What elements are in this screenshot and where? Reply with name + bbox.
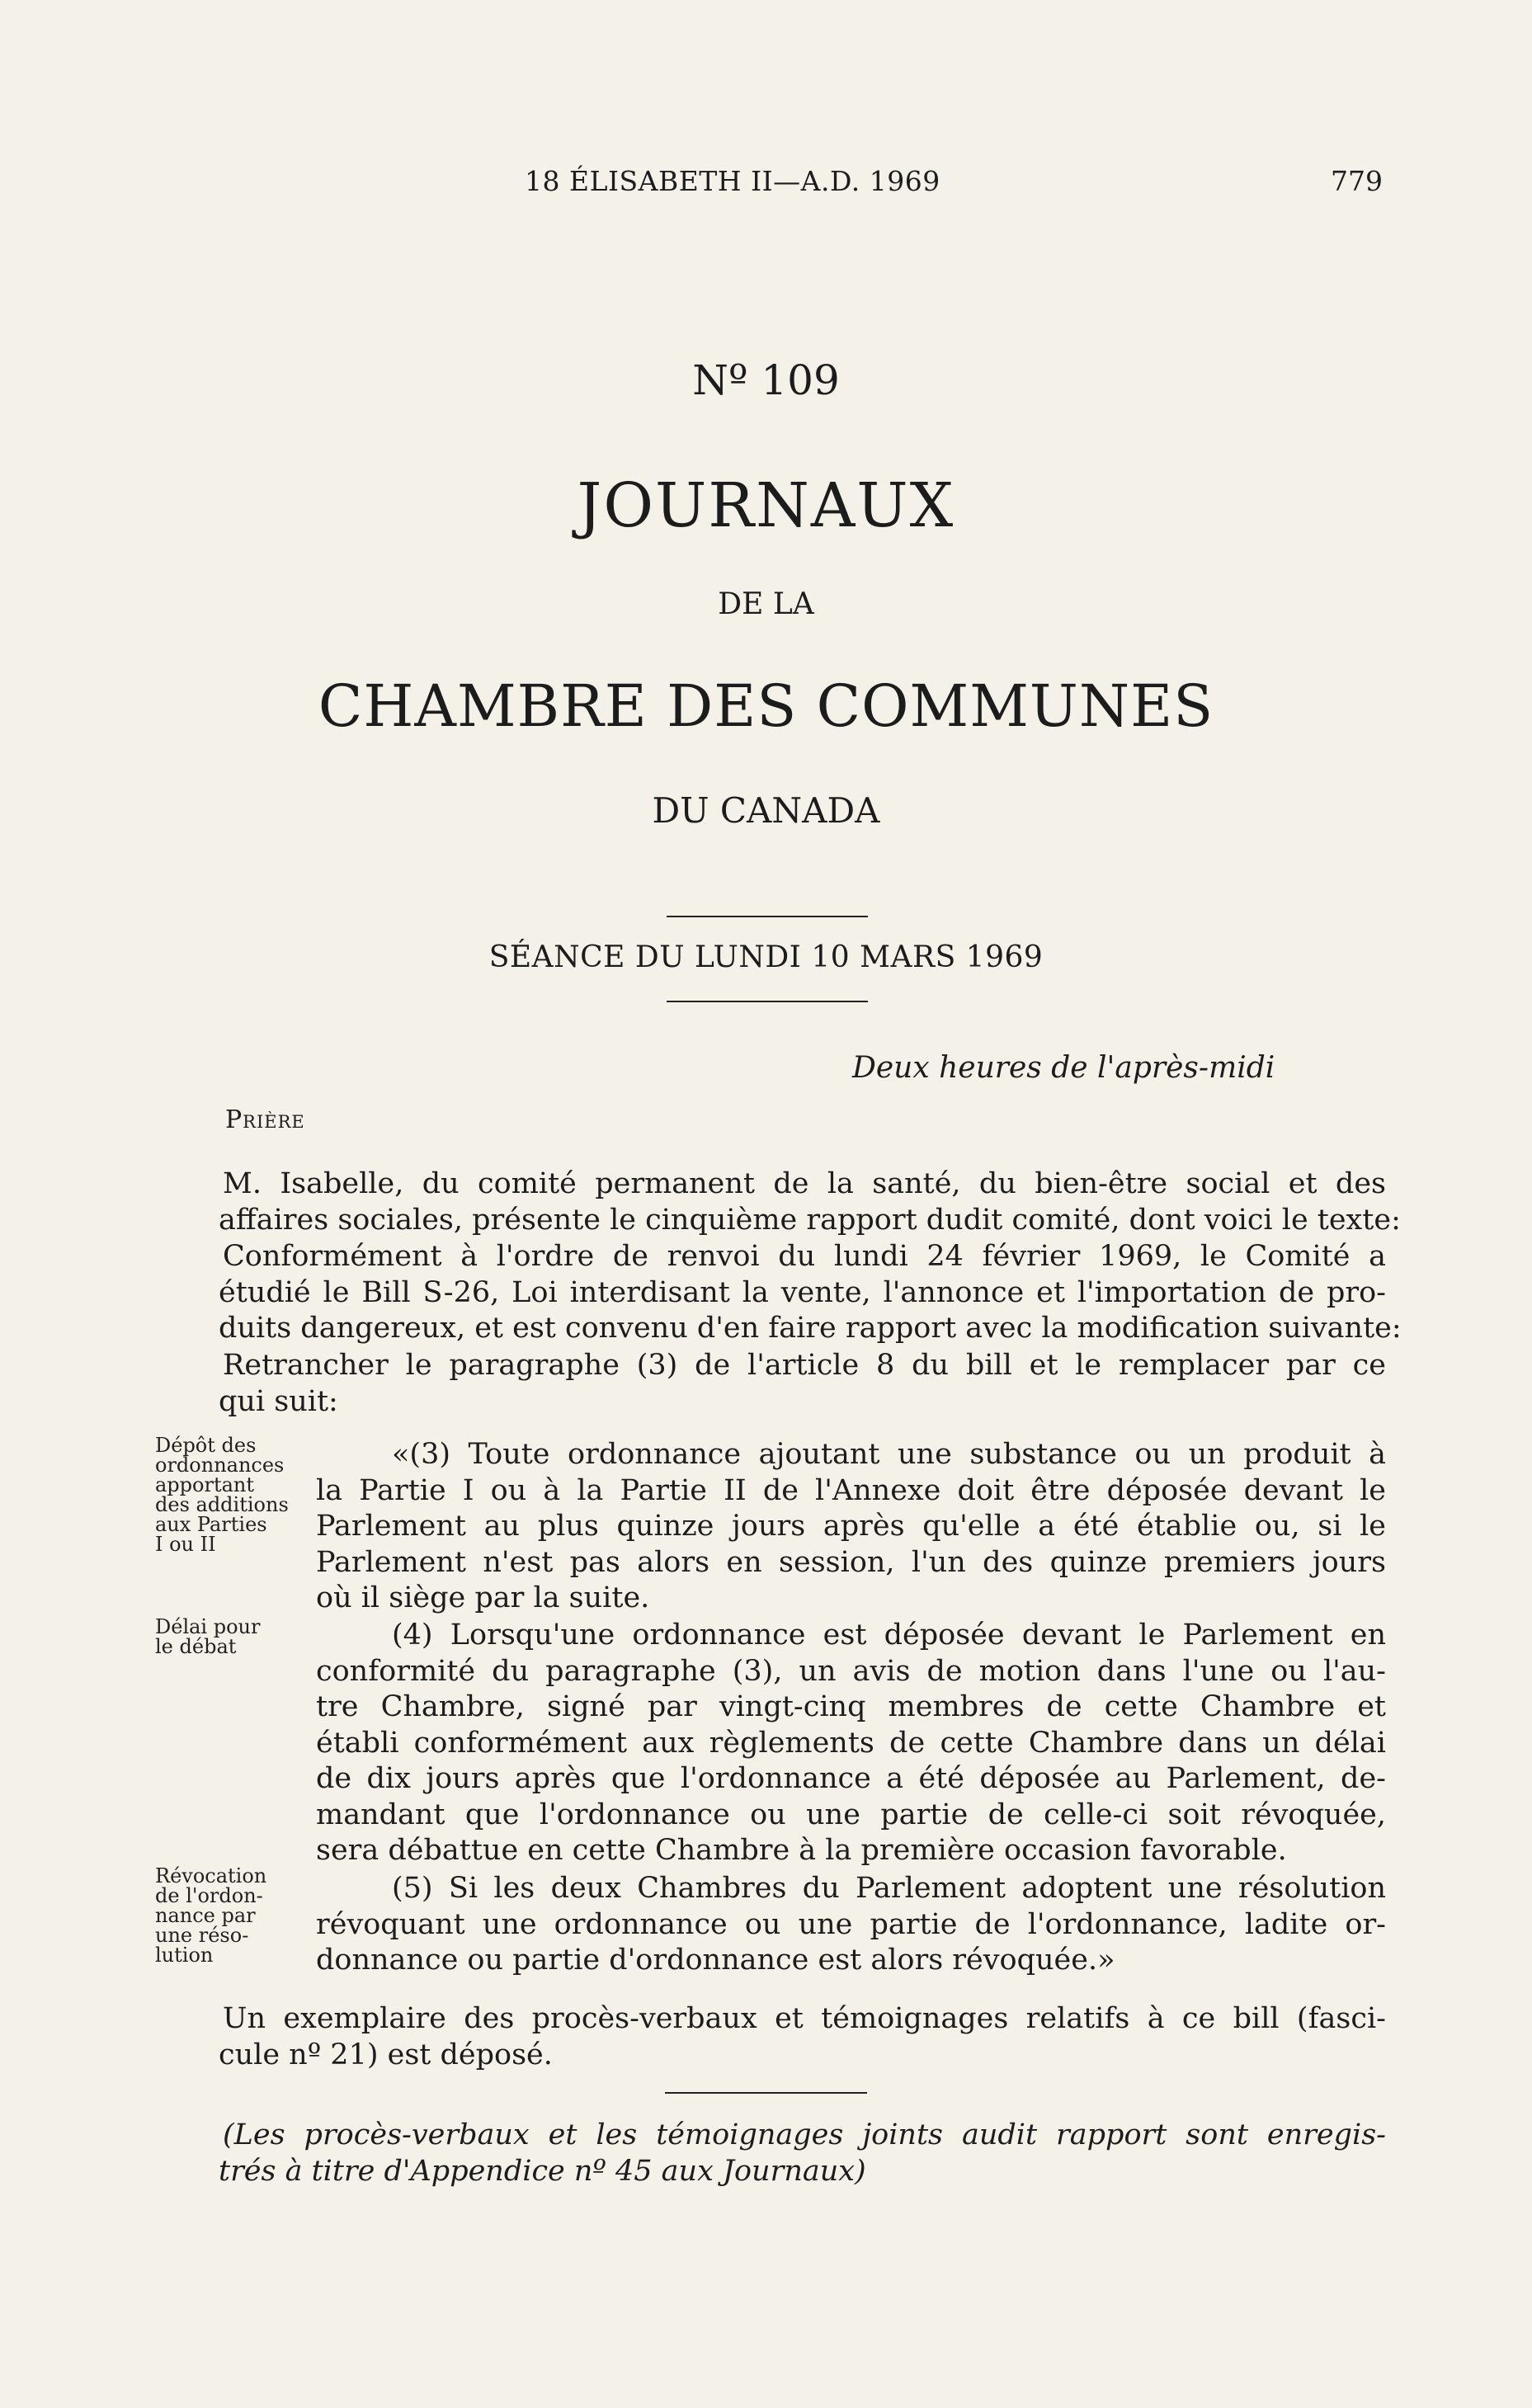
- subsection-3: [316, 1437, 1386, 1617]
- divider-rule: [667, 1001, 868, 1002]
- text-line: donnance ou partie d'ordonnance est alors révoquée.»: [316, 1944, 1115, 1977]
- chamber-name: CHAMBRE DES COMMUNES: [318, 672, 1214, 740]
- issue-number: Nº 109: [692, 356, 840, 404]
- country-name: DU CANADA: [652, 790, 880, 831]
- text-line: affaires sociales, présente le cinquième rapport dudit comité, dont voici le texte:: [219, 1203, 1401, 1237]
- page-number: 779: [1331, 165, 1383, 197]
- text-line: conformité du paragraphe (3), un avis de motion dans l'une ou l'au-: [316, 1654, 1386, 1688]
- subsection-5: [316, 1871, 1386, 1979]
- divider-rule: [667, 916, 868, 917]
- text-line: (Les procès-verbaux et les témoignages joints audit rapport sont enregis-: [223, 2118, 1386, 2151]
- text-line: qui suit:: [219, 1384, 338, 1418]
- text-line: où il siège par la suite.: [316, 1581, 650, 1614]
- text-line: Conformément à l'ordre de renvoi du lundi 24 février 1969, le Comité a: [223, 1240, 1386, 1273]
- text-line: Retrancher le paragraphe (3) de l'article 8 du bill et le remplacer par ce: [223, 1349, 1386, 1382]
- margin-note-depot: [155, 1435, 320, 1554]
- text-line: trés à titre d'Appendice nº 45 aux Journaux): [219, 2154, 866, 2188]
- margin-note-line: aux Parties: [155, 1513, 267, 1536]
- sitting-time: Deux heures de l'après-midi: [852, 1051, 1275, 1085]
- text-line: «(3) Toute ordonnance ajoutant une substance ou un produit à: [392, 1438, 1386, 1471]
- margin-note-line: ordonnances: [155, 1454, 285, 1477]
- margin-note-line: Délai pour: [155, 1615, 261, 1638]
- text-line: tre Chambre, signé par vingt-cinq membres de cette Chambre et: [316, 1690, 1386, 1723]
- margin-note-line: I ou II: [155, 1533, 216, 1556]
- sitting-date: SÉANCE DU LUNDI 10 MARS 1969: [488, 940, 1044, 974]
- text-line: sera débattue en cette Chambre à la première occasion favorable.: [316, 1834, 1287, 1867]
- subsection-4: [316, 1618, 1386, 1869]
- margin-note-line: le débat: [155, 1635, 237, 1658]
- margin-note-line: Dépôt des: [155, 1434, 257, 1457]
- title-connector: DE LA: [718, 587, 814, 621]
- journal-title: JOURNAUX: [577, 470, 955, 541]
- margin-note-delai: [155, 1617, 320, 1656]
- text-line: Parlement au plus quinze jours après qu'elle a été établie ou, si le: [316, 1510, 1386, 1543]
- margin-note-line: de l'ordon-: [155, 1884, 263, 1907]
- margin-note-line: lution: [155, 1944, 214, 1967]
- text-line: étudié le Bill S-26, Loi interdisant la vente, l'annonce et l'importation de pro-: [219, 1275, 1386, 1309]
- order-paragraph: [219, 1239, 1402, 1347]
- text-line: Un exemplaire des procès-verbaux et témoignages relatifs à ce bill (fasci-: [223, 2002, 1386, 2035]
- margin-note-line: une réso-: [155, 1924, 249, 1947]
- margin-note-line: Révocation: [155, 1864, 267, 1887]
- text-line: cule nº 21) est déposé.: [219, 2038, 553, 2071]
- text-line: mandant que l'ordonnance ou une partie de celle-ci soit révoquée,: [316, 1798, 1386, 1831]
- text-line: la Partie I ou à la Partie II de l'Annexe doit être déposée devant le: [316, 1473, 1386, 1507]
- divider-rule: [665, 2092, 867, 2094]
- text-line: de dix jours après que l'ordonnance a été déposée au Parlement, de-: [316, 1762, 1386, 1795]
- running-head: 18 ÉLISABETH II—A.D. 1969: [525, 165, 940, 197]
- appendix-note: [219, 2118, 1386, 2189]
- margin-note-line: nance par: [155, 1904, 256, 1927]
- margin-note-line: des additions: [155, 1493, 289, 1516]
- margin-note-line: apportant: [155, 1473, 255, 1496]
- text-line: duits dangereux, et est convenu d'en faire rapport avec la modification suivante:: [219, 1312, 1402, 1345]
- report-paragraph: [219, 1166, 1401, 1238]
- text-line: (5) Si les deux Chambres du Parlement adoptent une résolution: [392, 1872, 1386, 1905]
- text-line: M. Isabelle, du comité permanent de la santé, du bien-être social et des: [223, 1167, 1386, 1200]
- margin-note-revocation: [155, 1866, 320, 1965]
- text-line: révoquant une ordonnance ou une partie de l'ordonnance, ladite or-: [316, 1907, 1386, 1941]
- amendment-paragraph: [219, 1348, 1386, 1420]
- prayer-heading: Prière: [225, 1105, 305, 1134]
- text-line: Parlement n'est pas alors en session, l'un des quinze premiers jours: [316, 1545, 1386, 1579]
- text-line: (4) Lorsqu'une ordonnance est déposée devant le Parlement en: [392, 1619, 1386, 1652]
- text-line: établi conformément aux règlements de cette Chambre dans un délai: [316, 1726, 1386, 1760]
- deposit-paragraph: [219, 2001, 1386, 2073]
